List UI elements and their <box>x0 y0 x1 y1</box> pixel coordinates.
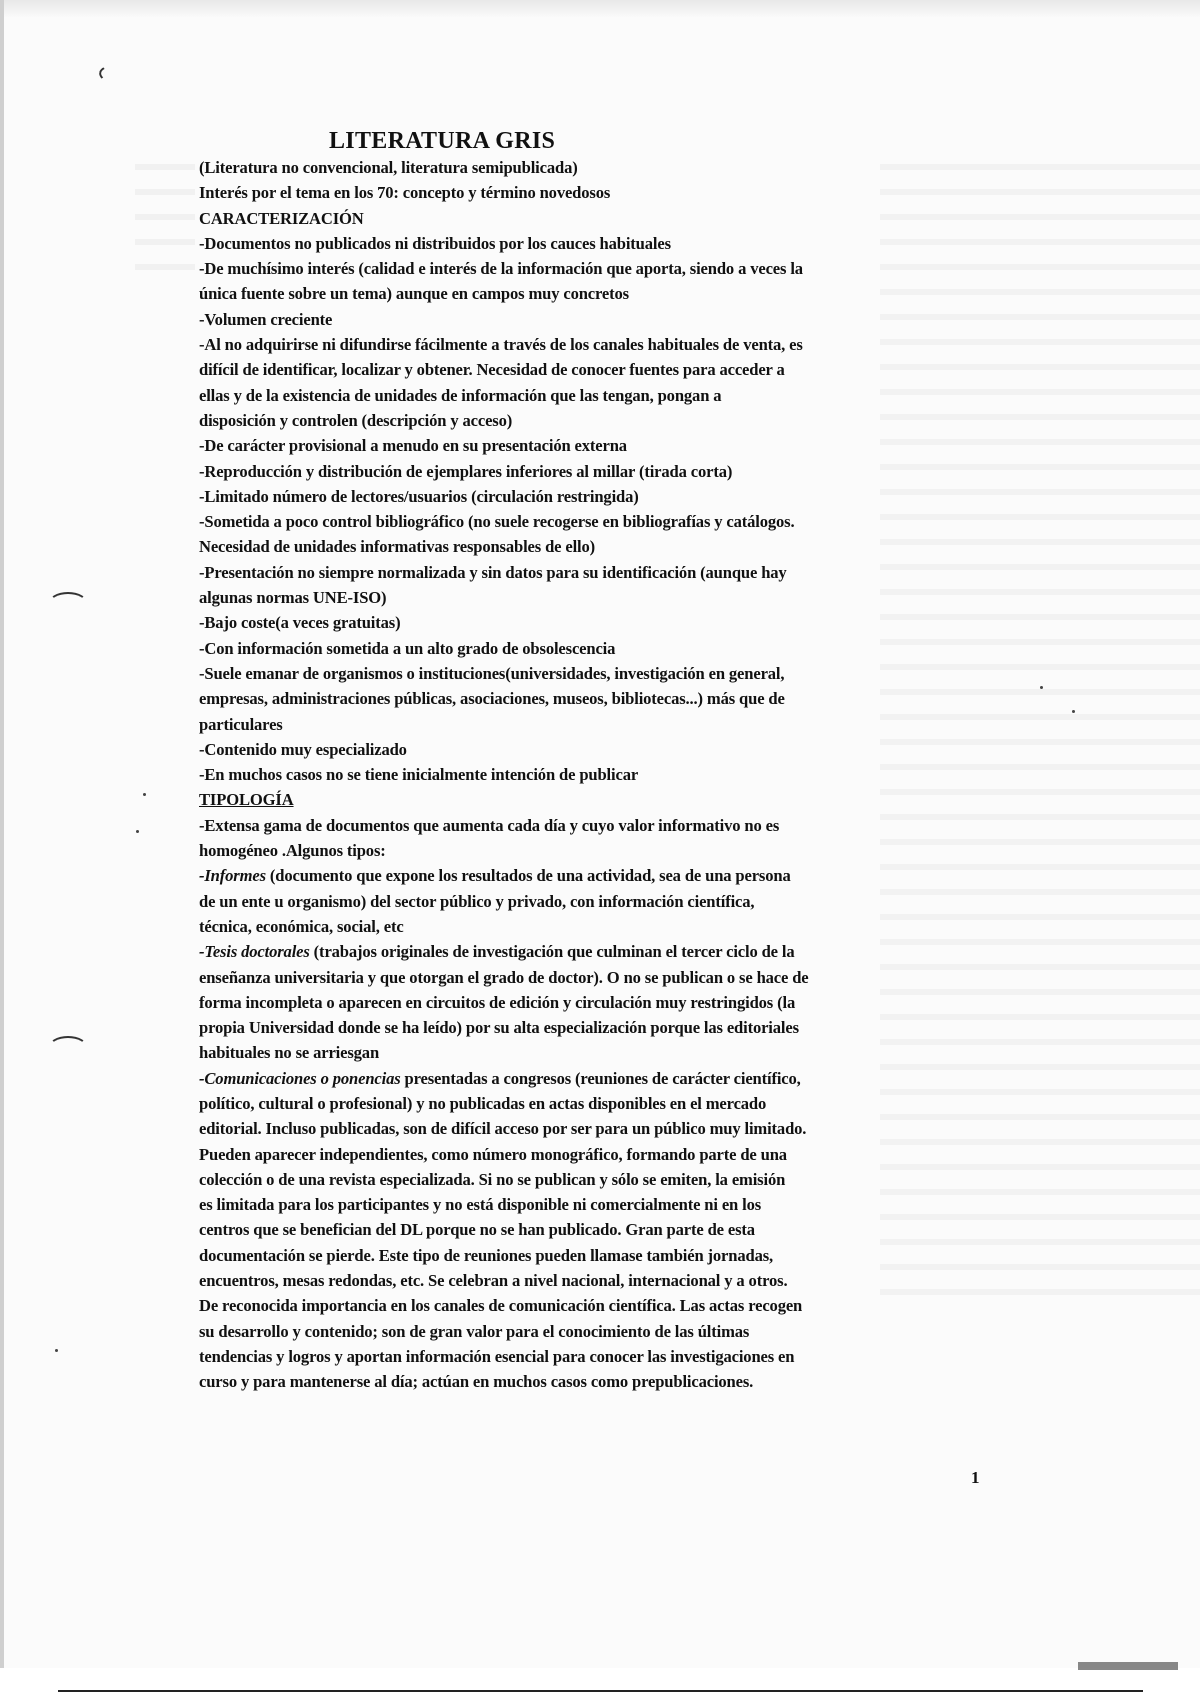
scan-left-edge <box>0 0 4 1700</box>
text-line: político, cultural o profesional) y no publicadas en actas disponibles en el mercado <box>199 1093 767 1113</box>
text-line: enseñanza universitaria y que otorgan el grado de doctor). O no se publican o se hace de <box>199 967 809 987</box>
text-line: Necesidad de unidades informativas responsables de ello) <box>199 537 596 557</box>
text-line: de un ente u organismo) del sector público y privado, con información científica, <box>199 891 755 911</box>
scan-bottom-smudge <box>1078 1662 1178 1670</box>
text-line: -Limitado número de lectores/usuarios (circulación restringida) <box>199 486 639 506</box>
text-line: De reconocida importancia en los canales de comunicación científica. Las actas recogen <box>199 1296 803 1316</box>
intro-line: Interés por el tema en los 70: concepto y término novedosos <box>199 183 611 203</box>
term-comunicaciones: -Comunicaciones o ponencias <box>199 1068 401 1088</box>
page-number: 1 <box>971 1468 980 1487</box>
text-line: encuentros, mesas redondas, etc. Se celebran a nivel nacional, internacional y a otros. <box>199 1271 788 1291</box>
text-line: empresas, administraciones públicas, asociaciones, museos, bibliotecas...) más que de <box>199 689 785 709</box>
term-tesis: -Tesis doctorales <box>199 942 310 962</box>
text-line: colección o de una revista especializada. Si no se publican y sólo se emiten, la emisión <box>199 1169 786 1189</box>
scan-top-shadow <box>0 0 1200 18</box>
text-line: homogéneo .Algunos tipos: <box>199 841 386 861</box>
text-line: difícil de identificar, localizar y obtener. Necesidad de conocer fuentes para acceder a <box>199 360 785 380</box>
text-line: algunas normas UNE-ISO) <box>199 588 387 608</box>
scan-bottom-band <box>0 1668 1200 1700</box>
subtitle: (Literatura no convencional, literatura semipublicada) <box>199 158 578 177</box>
text-line: propia Universidad donde se ha leído) por su alta especialización porque las editoriales <box>199 1018 799 1038</box>
text-line: -Contenido muy especializado <box>199 739 407 759</box>
text-line: -Documentos no publicados ni distribuidos por los cauces habituales <box>199 233 671 253</box>
text-line: -Extensa gama de documentos que aumenta cada día y cuyo valor informativo no es <box>199 815 780 835</box>
text-line: curso y para mantenerse al día; actúan en muchos casos como prepublicaciones. <box>199 1372 754 1392</box>
text-line: centros que se benefician del DL porque no se han publicado. Gran parte de esta <box>199 1220 755 1240</box>
scan-speck <box>136 830 139 833</box>
text-line: documentación se pierde. Este tipo de reuniones pueden llamase también jornadas, <box>199 1245 774 1265</box>
document-body <box>199 126 999 1395</box>
text-fragment: (trabajos originales de investigación que culminan el tercer ciclo de la <box>309 942 795 962</box>
text-line: -En muchos casos no se tiene inicialmente intención de publicar <box>199 765 639 785</box>
informes-entry <box>199 863 999 888</box>
term-informes: -Informes <box>199 866 266 886</box>
page-title: LITERATURA GRIS <box>329 128 556 154</box>
scan-mark <box>98 64 131 87</box>
text-line: forma incompleta o aparecen en circuitos de edición y circulación muy restringidos (la <box>199 992 796 1012</box>
text-line: su desarrollo y contenido; son de gran valor para el conocimiento de las últimas <box>199 1321 750 1341</box>
scan-speck <box>1040 686 1043 689</box>
text-fragment: presentadas a congresos (reuniones de carácter científico, <box>400 1068 801 1088</box>
text-line: -Presentación no siempre normalizada y sin datos para su identificación (aunque hay <box>199 562 787 582</box>
text-line: Pueden aparecer independientes, como número monográfico, formando parte de una <box>199 1144 787 1164</box>
scan-mark <box>48 1036 88 1060</box>
text-line: es limitada para los participantes y no está disponible ni comercialmente ni en los <box>199 1195 762 1215</box>
section-heading-tipologia: TIPOLOGÍA <box>199 790 294 810</box>
text-line: única fuente sobre un tema) aunque en campos muy concretos <box>199 284 629 304</box>
text-line: técnica, económica, social, etc <box>199 916 404 936</box>
text-line: -Volumen creciente <box>199 309 333 329</box>
section-heading-caracterizacion: CARACTERIZACIÓN <box>199 208 364 228</box>
tesis-entry <box>199 939 999 964</box>
text-line: -Con información sometida a un alto grado de obsolescencia <box>199 638 616 658</box>
scan-speck <box>55 1349 58 1352</box>
text-fragment: (documento que expone los resultados de una actividad, sea de una persona <box>265 866 791 886</box>
text-line: -Al no adquirirse ni difundirse fácilmente a través de los canales habituales de venta, es <box>199 335 803 355</box>
text-line: habituales no se arriesgan <box>199 1043 380 1063</box>
caracterizacion-list <box>199 231 999 788</box>
scan-speck <box>1072 710 1075 713</box>
text-line: -De muchísimo interés (calidad e interés de la información que aporta, siendo a veces la <box>199 259 803 279</box>
scan-bottom-line <box>58 1690 1143 1692</box>
text-line: -Bajo coste(a veces gratuitas) <box>199 613 401 633</box>
scan-mark <box>48 592 88 616</box>
text-line: particulares <box>199 714 283 734</box>
text-line: editorial. Incluso publicadas, son de difícil acceso por ser para un público muy limitado. <box>199 1119 807 1139</box>
text-line: disposición y controlen (descripción y acceso) <box>199 410 513 430</box>
comunicaciones-entry <box>199 1066 999 1091</box>
scan-speck <box>143 793 146 796</box>
text-line: -De carácter provisional a menudo en su presentación externa <box>199 436 627 456</box>
text-line: -Suele emanar de organismos o instituciones(universidades, investigación en general, <box>199 663 785 683</box>
text-line: -Sometida a poco control bibliográfico (no suele recogerse en bibliografías y catálogos. <box>199 512 795 532</box>
text-line: -Reproducción y distribución de ejemplares inferiores al millar (tirada corta) <box>199 461 733 481</box>
text-line: ellas y de la existencia de unidades de información que las tengan, pongan a <box>199 385 722 405</box>
text-line: tendencias y logros y aportan información esencial para conocer las investigaciones en <box>199 1346 795 1366</box>
reverse-side-bleed-left <box>135 150 195 270</box>
